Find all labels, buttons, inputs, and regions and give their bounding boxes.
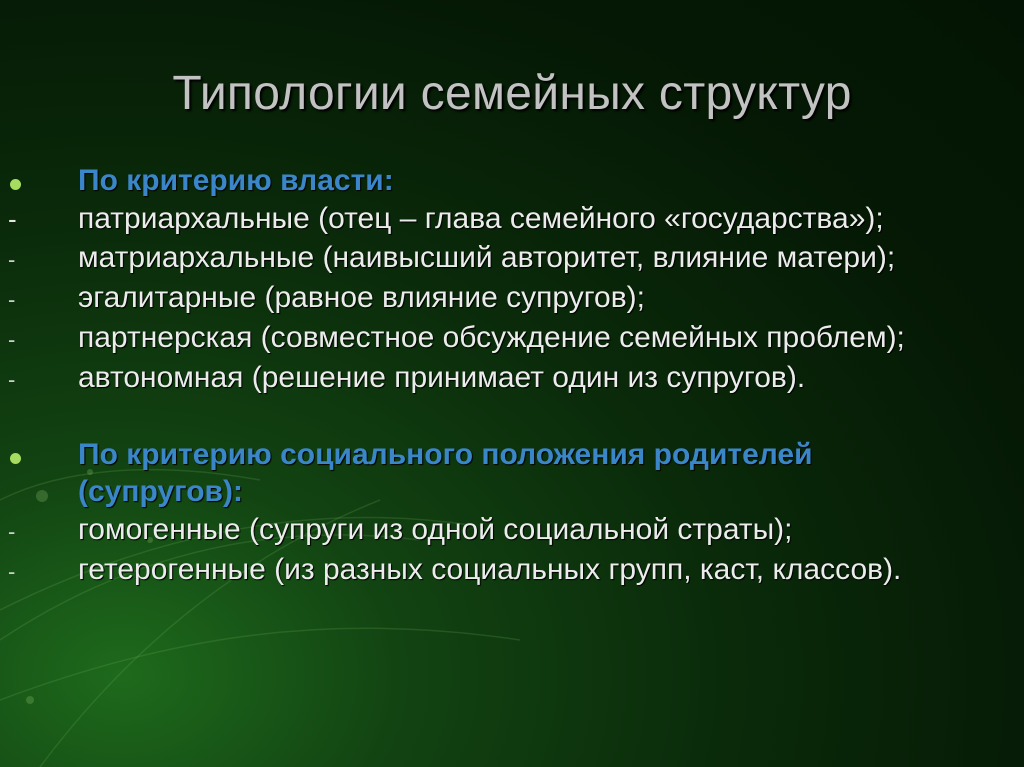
section-heading: [8, 162, 1008, 199]
list-item-text: автономная (решение принимает один из супругов).: [78, 361, 806, 394]
list-item-text: матриархальные (наивысший авторитет, влияние матери);: [78, 241, 896, 274]
list-item: [8, 551, 1008, 590]
section-spacer: [8, 398, 1008, 436]
section-heading-text: По критерию социального положения родителей (супругов):: [78, 438, 813, 508]
list-item: [8, 200, 1008, 238]
bullet-dot: [10, 453, 21, 464]
list-item-text: партнерская (совместное обсуждение семейных проблем);: [78, 321, 905, 354]
bullet-dot: [10, 179, 21, 190]
list-item-text: гетерогенные (из разных социальных групп, каст, классов).: [78, 553, 902, 586]
dash-marker: -: [8, 367, 16, 392]
dash-marker: -: [8, 559, 16, 584]
list-item-text: патриархальные (отец – глава семейного «государства»);: [78, 202, 884, 235]
dash-marker: -: [8, 327, 16, 352]
slide-body: [8, 162, 1008, 590]
dash-marker: -: [8, 204, 17, 234]
list-item: [8, 511, 1008, 550]
dash-marker: -: [8, 519, 16, 544]
list-item: [8, 279, 1008, 318]
section-heading: [8, 436, 1008, 510]
dash-marker: -: [8, 287, 16, 312]
list-item-text: гомогенные (супруги из одной социальной страты);: [78, 513, 793, 546]
dash-marker: -: [8, 247, 16, 272]
list-item: [8, 359, 1008, 398]
section-heading-text: По критерию власти:: [78, 164, 394, 197]
list-item-text: эгалитарные (равное влияние супругов);: [78, 281, 645, 314]
list-item: [8, 239, 1008, 278]
list-item: [8, 319, 1008, 358]
slide-title: Типологии семейных структур: [172, 67, 852, 120]
